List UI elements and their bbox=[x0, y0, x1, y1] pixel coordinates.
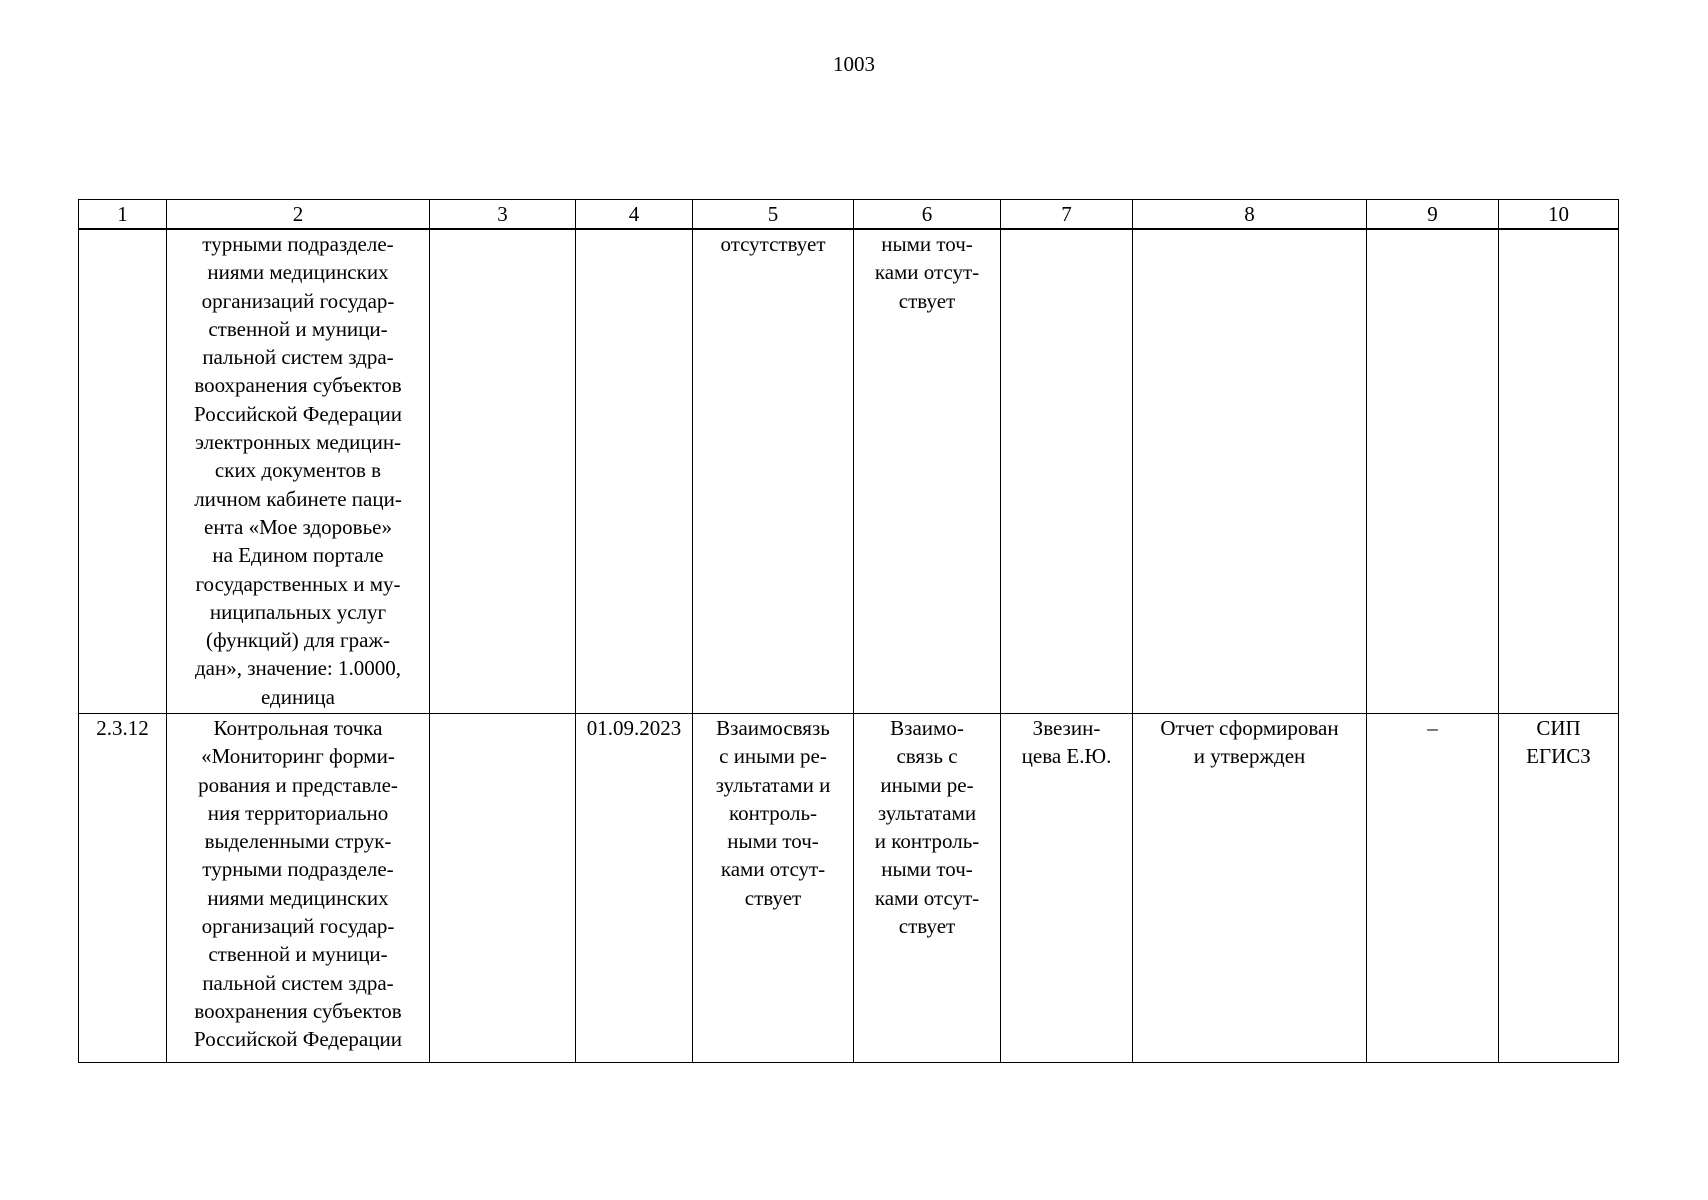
cell-text: ными точ- ками отсут- ствует bbox=[874, 232, 980, 313]
header-row bbox=[79, 200, 1619, 230]
cell-number bbox=[79, 714, 167, 1063]
cell-text: Звезин- цева Е.Ю. bbox=[1021, 716, 1112, 769]
cell-system bbox=[1499, 714, 1619, 1063]
cell-date bbox=[576, 229, 693, 714]
cell-date bbox=[576, 714, 693, 1063]
table-row bbox=[79, 229, 1619, 714]
table-row bbox=[79, 714, 1619, 1063]
cell-text: – bbox=[1427, 716, 1438, 740]
column-header: 1 bbox=[79, 200, 167, 230]
cell-col6 bbox=[854, 229, 1001, 714]
page-number: 1003 bbox=[833, 52, 875, 76]
column-header: 7 bbox=[1001, 200, 1133, 230]
cell-text: турными подразделе- ниями медицинских организаций государ- ственной и муници- пальной систем здра- воохранения субъектов Российской Федерации электронных медицин- ских документов в личном кабинете паци- ента «Мое здоровье» на Едином портале государственных и му- ниципальных услуг (функций) для граж- дан», значение: 1.0000, единица bbox=[194, 232, 402, 709]
cell-description bbox=[167, 714, 430, 1063]
column-header: 4 bbox=[576, 200, 693, 230]
cell-number bbox=[79, 229, 167, 714]
cell-responsible bbox=[1001, 229, 1133, 714]
column-header: 3 bbox=[430, 200, 576, 230]
cell-col9 bbox=[1367, 229, 1499, 714]
cell-result bbox=[1133, 229, 1367, 714]
cell-text: Контрольная точка «Мониторинг форми- рования и представле- ния территориально выделенными струк- турными подразделе- ниями медицинских организаций государ- ственной и муници- пальной систем здра- воохранения субъектов Российской Федерации bbox=[194, 716, 402, 1052]
cell-description bbox=[167, 229, 430, 714]
cell-text: 2.3.12 bbox=[96, 716, 149, 740]
column-header: 5 bbox=[693, 200, 854, 230]
column-header: 6 bbox=[854, 200, 1001, 230]
cell-col9 bbox=[1367, 714, 1499, 1063]
column-header: 9 bbox=[1367, 200, 1499, 230]
cell-result bbox=[1133, 714, 1367, 1063]
cell-col5 bbox=[693, 229, 854, 714]
cell-text: отсутствует bbox=[720, 232, 826, 256]
cell-text: Отчет сформирован и утвержден bbox=[1160, 716, 1339, 769]
cell-responsible bbox=[1001, 714, 1133, 1063]
column-header: 2 bbox=[167, 200, 430, 230]
cell-col5 bbox=[693, 714, 854, 1063]
cell-text: СИП ЕГИСЗ bbox=[1526, 716, 1591, 769]
cell-system bbox=[1499, 229, 1619, 714]
cell-col3 bbox=[430, 229, 576, 714]
cell-text: 01.09.2023 bbox=[586, 716, 682, 740]
plan-table bbox=[78, 199, 1619, 1063]
column-header: 8 bbox=[1133, 200, 1367, 230]
cell-col3 bbox=[430, 714, 576, 1063]
cell-col6 bbox=[854, 714, 1001, 1063]
cell-text: Взаимо- связь с иными ре- зультатами и контроль- ными точ- ками отсут- ствует bbox=[874, 716, 980, 939]
column-header: 10 bbox=[1499, 200, 1619, 230]
cell-text: Взаимосвязь с иными ре- зультатами и контроль- ными точ- ками отсут- ствует bbox=[715, 716, 831, 910]
